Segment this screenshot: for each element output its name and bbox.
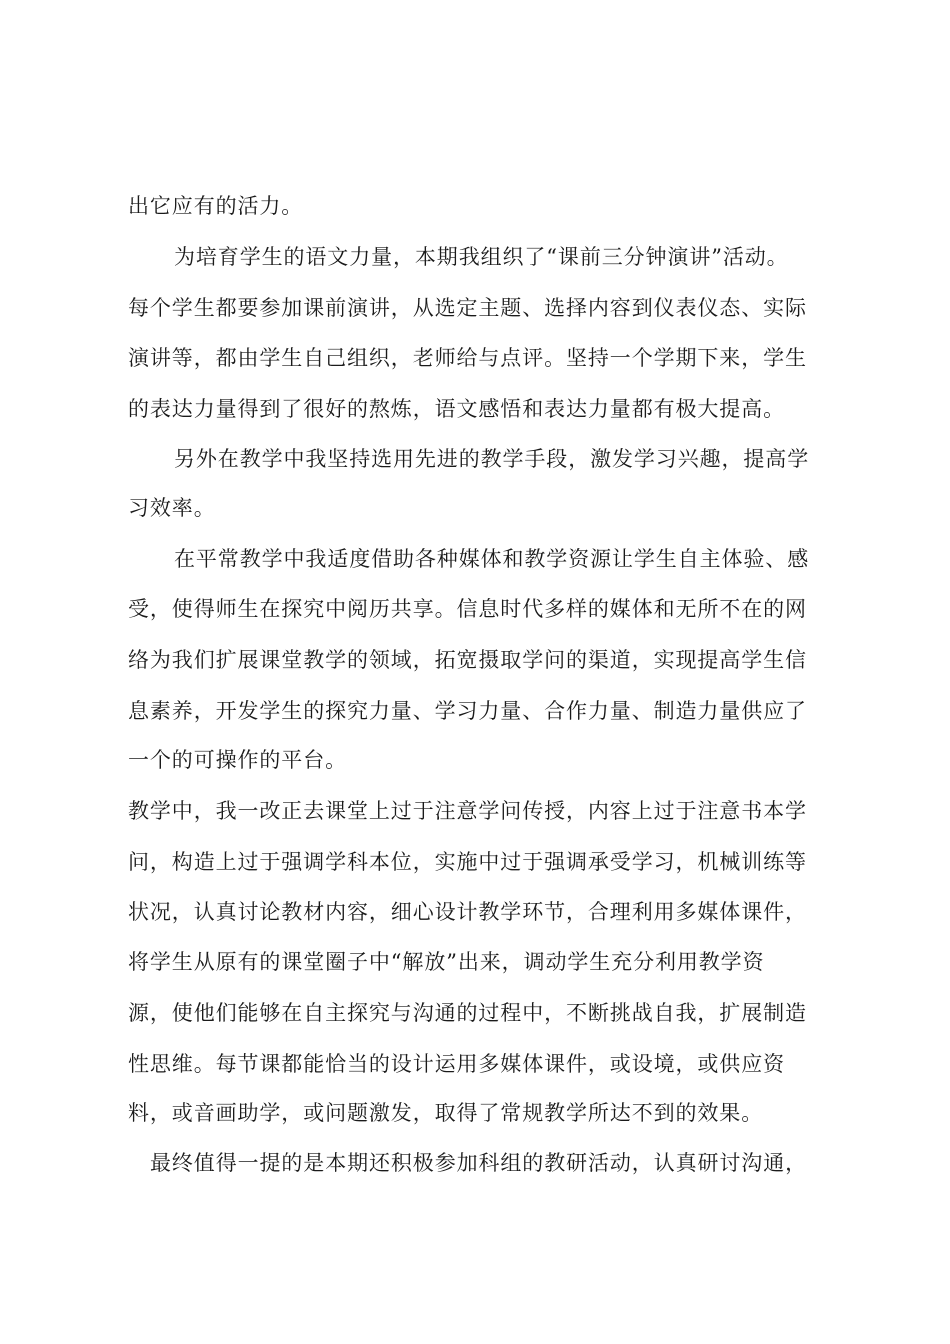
text-line-17: 源，使他们能够在自主探究与沟通的过程中，不断挑战自我，扩展制造 [128,1001,807,1025]
text-line-1: 出它应有的活力。 [128,194,304,218]
text-line-15: 状况，认真讨论教材内容，细心设计教学环节，合理利用多媒体课件， [128,900,807,924]
text-line-12: 一个的可操作的平台。 [128,748,347,772]
text-line-14: 问，构造上过于强调学科本位，实施中过于强调承受学习，机械训练等 [128,850,807,874]
text-line-4: 演讲等，都由学生自己组织，老师给与点评。坚持一个学期下来，学生 [128,346,807,370]
text-line-16: 将学生从原有的课堂圈子中“解放”出来，调动学生充分利用教学资 [128,950,765,974]
text-line-2: 为培育学生的语文力量，本期我组织了“课前三分钟演讲”活动。 [174,245,789,269]
text-line-10: 络为我们扩展课堂教学的领域，拓宽摄取学问的渠道，实现提高学生信 [128,648,807,672]
text-line-7: 习效率。 [128,496,216,520]
text-line-6: 另外在教学中我坚持选用先进的教学手段，激发学习兴趣，提高学 [174,447,810,471]
text-line-3: 每个学生都要参加课前演讲，从选定主题、选择内容到仪表仪态、实际 [128,296,807,320]
text-line-20: 最终值得一提的是本期还积极参加科组的教研活动，认真研讨沟通， [150,1151,807,1175]
text-line-5: 的表达力量得到了很好的熬炼，语文感悟和表达力量都有极大提高。 [128,397,785,421]
text-line-8: 在平常教学中我适度借助各种媒体和教学资源让学生自主体验、感 [174,547,810,571]
text-line-19: 料，或音画助学，或问题激发，取得了常规教学所达不到的效果。 [128,1101,764,1125]
text-line-11: 息素养，开发学生的探究力量、学习力量、合作力量、制造力量供应了 [128,699,807,723]
text-line-13: 教学中，我一改正去课堂上过于注意学问传授，内容上过于注意书本学 [128,799,807,823]
text-line-9: 受，使得师生在探究中阅历共享。信息时代多样的媒体和无所不在的网 [128,597,807,621]
text-line-18: 性思维。每节课都能恰当的设计运用多媒体课件，或设境，或供应资 [128,1052,785,1076]
